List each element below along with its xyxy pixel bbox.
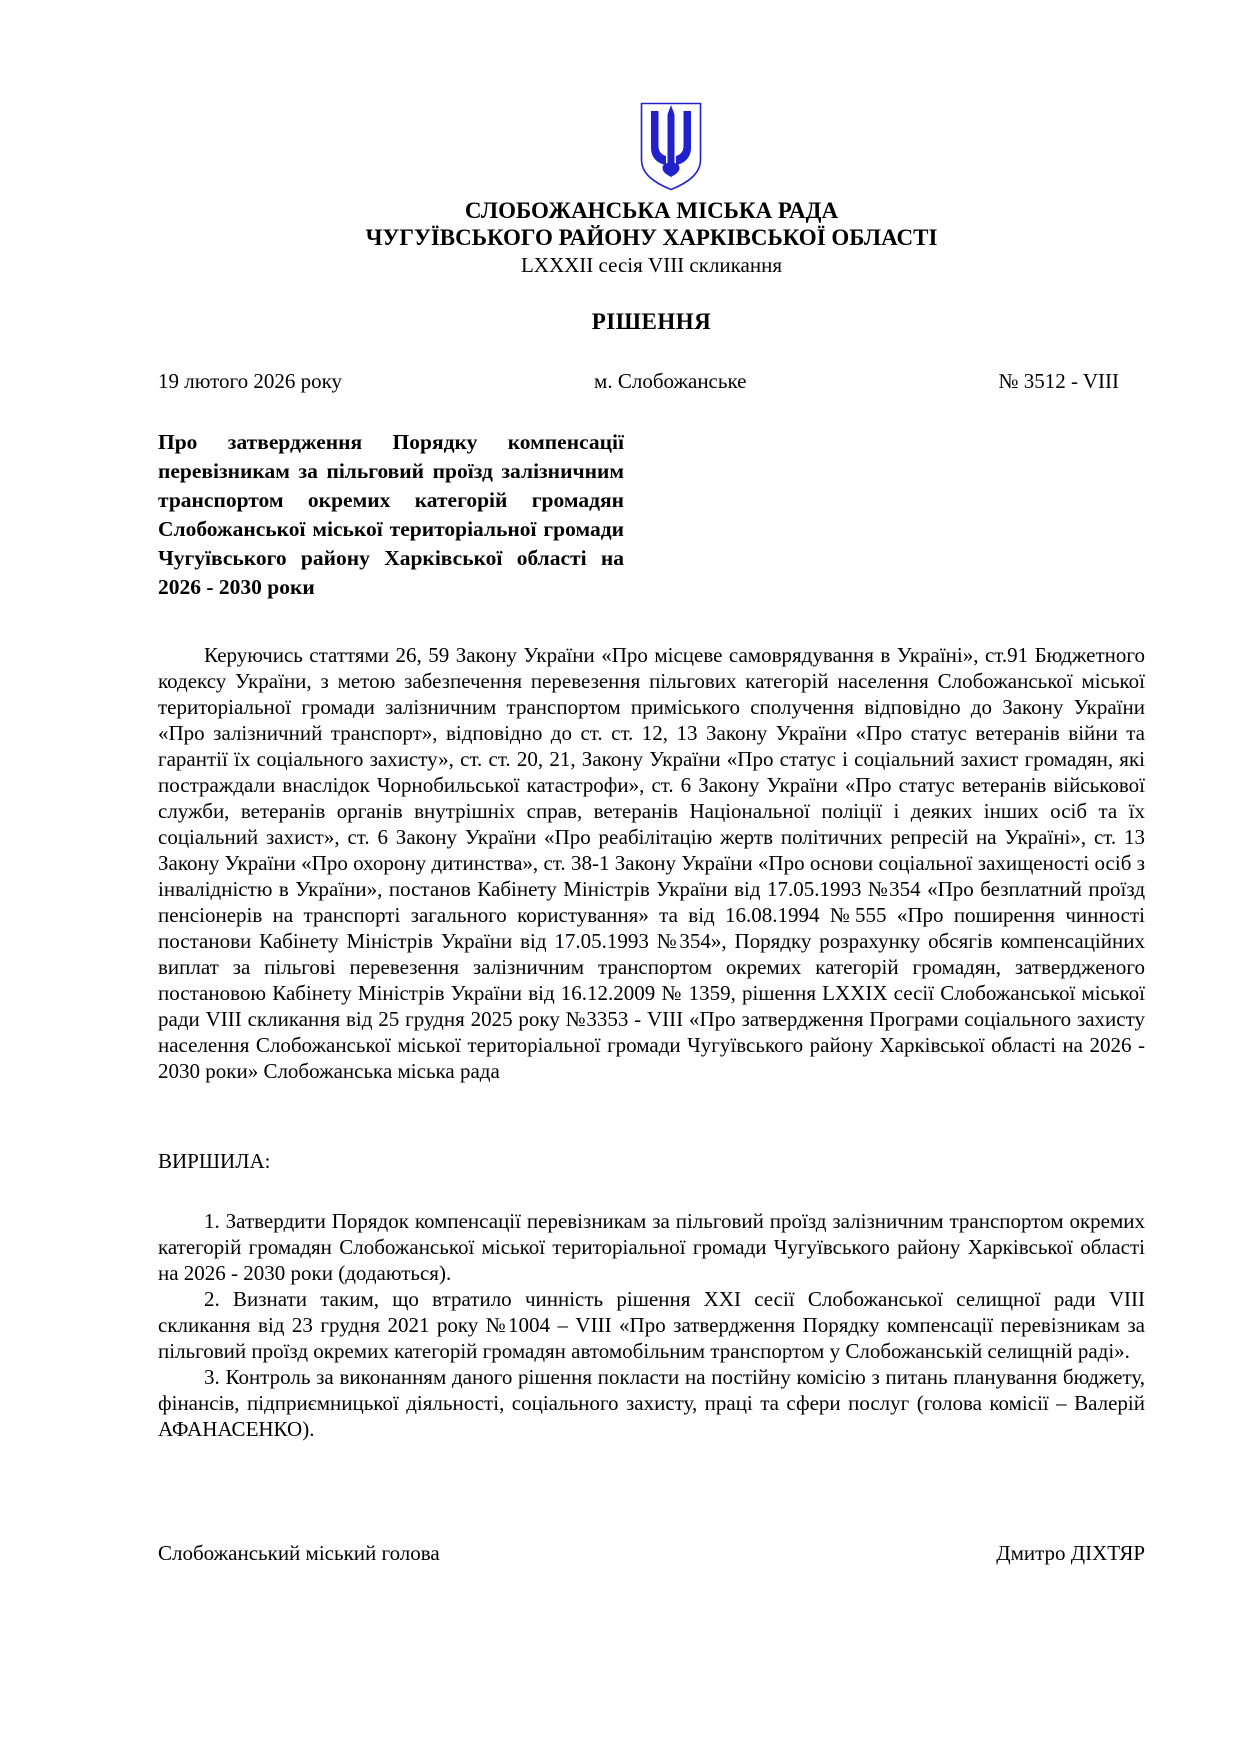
council-name: СЛОБОЖАНСЬКА МІСЬКА РАДА <box>464 198 839 223</box>
resolved-heading: ВИРШИЛА: <box>158 1149 271 1173</box>
document-type-title: РІШЕННЯ <box>591 309 712 334</box>
signer-position: Слобожанський міський голова <box>158 1541 440 1565</box>
resolution-item-3: 3. Контроль за виконанням даного рішення покласти на постійну комісію з питань планування бюджету, фінансів, підприємницької діяльності, соціального захисту, праці та сфери послуг (голова комісії – Валерій АФАНАСЕНКО). <box>158 1365 1145 1441</box>
resolution-item-1: 1. Затвердити Порядок компенсації перевізникам за пільговий проїзд залізничним транспортом окремих категорій громадян Слобожанської міської територіальної громади Чугуївського району Харківської області на 2026 - 2030 роки (додаються). <box>158 1209 1145 1285</box>
preamble-paragraph: Керуючись статтями 26, 59 Закону України «Про місцеве самоврядування в Україні», ст.91 Бюджетного кодексу України, з метою забезпечення перевезення пільгових категорій населення Слобожанської міської територіальної громади залізничним транспортом приміського сполучення відповідно до Закону України «Про залізничний транспорт», відповідно до ст. ст. 12, 13 Закону України «Про статус ветеранів війни та гарантії їх соціального захисту», ст. ст. 20, 21, Закону України «Про статус і соціальний захист громадян, які постраждали внаслідок Чорнобильської катастрофи», ст. 6 Закону України «Про статус ветеранів військової служби, ветеранів органів внутрішніх справ, ветеранів Національної поліції і деяких інших осіб та їх соціальний захист», ст. 6 Закону України «Про реабілітацію жертв політичних репресій на Україні», ст. 13 Закону України «Про охорону дитинства», ст. 38-1 Закону України «Про основи соціальної захищеності осіб з інвалідністю в України», постанов Кабінету Міністрів України від 17.05.1993 №354 «Про безплатний проїзд пенсіонерів на транспорті загального користування» та від 16.08.1994 №555 «Про поширення чинності постанови Кабінету Міністрів України від 17.05.1993 №354», Порядку розрахунку обсягів компенсаційних виплат за пільгові перевезення залізничним транспортом окремих категорій громадян, затвердженого постановою Кабінету Міністрів України від 16.12.2009 № 1359, рішення LXXIX сесії Слобожанської міської ради VIII скликання від 25 грудня 2025 року №3353 - VIII «Про затвердження Програми соціального захисту населення Слобожанської міської територіальної громади Чугуївського району Харківської області на 2026 - 2030 роки» Слобожанська міська рада <box>158 643 1145 1083</box>
meta-row <box>158 368 1145 394</box>
doc-place: м. Слобожанське <box>594 369 747 393</box>
org-header <box>158 197 1145 278</box>
council-region: ЧУГУЇВСЬКОГО РАЙОНУ ХАРКІВСЬКОЇ ОБЛАСТІ <box>365 225 938 250</box>
resolution-item-2: 2. Визнати таким, що втратило чинність рішення ХХІ сесії Слобожанської селищної ради VIII скликання від 23 грудня 2021 року №1004 – VIII «Про затвердження Порядку компенсації перевізникам за пільговий проїзд окремих категорій громадян автомобільним транспортом у Слобожанській селищній раді». <box>158 1287 1145 1363</box>
signature-row <box>158 1540 1145 1566</box>
signer-name: Дмитро ДІХТЯР <box>996 1541 1145 1565</box>
doc-date: 19 лютого 2026 року <box>158 369 343 393</box>
subject-paragraph: Про затвердження Порядку компенсації перевізникам за пільговий проїзд залізничним транспортом окремих категорій громадян Слобожанської міської територіальної громади Чугуївського району Харківської області на 2026 - 2030 роки <box>158 430 624 599</box>
tryzub-icon <box>638 100 704 192</box>
coat-of-arms <box>158 100 1145 194</box>
session-line: LXXXII сесія VIII скликання <box>520 253 783 277</box>
doc-number: № 3512 - VIII <box>998 369 1119 393</box>
